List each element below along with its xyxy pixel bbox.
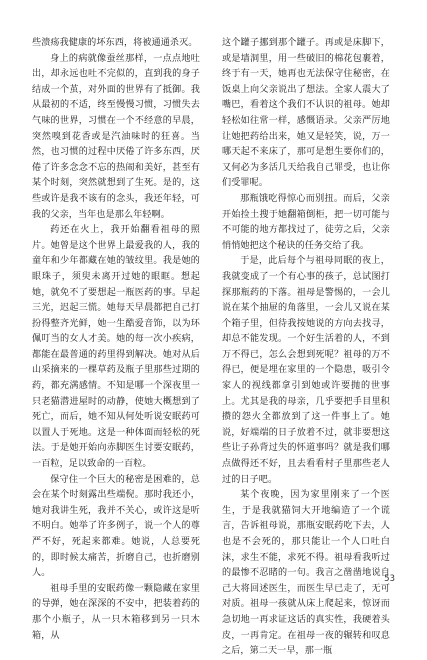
paragraph: 这个罐子挪到那个罐子。再或是床脚下，或是墙洞里，用一些破旧的棉花包裹着，终于有一天，她再也无法保守住秘密，在饭桌上向父亲说出了想法。全家人震大了嘴巴，看着这个我们不认识的祖母。她却轻松如往常一样，感慨语录。父亲严厉地让她把药给出来，她又是轻笑，说，万一哪天起不来床了，那可是想生要你们的，又何必为多活几天给我自己罪受，也让你们受罪呢。 xyxy=(222,38,390,189)
paragraph: 保守住一个巨大的秘密是困难的，总会在某个时刻露出些端倪。那时我还小，她对我讲生死，我并不关心，或许这是听不明白。她举了许多例子，说一个人的尊严不好，死起来都难。她说，人总要死的，即时候太痛苦，折磨自己，也折磨别人。 xyxy=(32,474,200,579)
paragraph: 身上的病就像蚕丝那样，一点点地吐出，却永远也吐不完似的，直到我的身子结成一个茧，对外面的世界有了抵御。我从最初的不适，终至慢慢习惯，习惯失去气味的世界，习惯在一个不经意的早晨，突然嗅到花香或是汽油味时的狂喜。当然，也习惯的过程中厌倦了许多东西，厌倦了许多念念不忘的热闹和美好，甚至有某个时刻，突然就想到了生死。是的，这些或许是我不该有的念头，我还年轻，可我的父亲，当年也是那么年轻啊。 xyxy=(32,53,200,220)
paragraph: 那瓶饿吃得惊心而别扭。而后，父亲开始捡土搜于她翻箱倒柜，把一切可能与不可能的地方都找过了，徒劳之后，父亲悄悄她把这个秘诀的任务交给了我。 xyxy=(222,193,390,251)
left-column xyxy=(32,36,200,644)
paragraph: 祖母手里的安眠药像一颗隐藏在家里的导弹，她在深深的不安中，把装着药的那个小瓶子，从一只木箱移到另一只木箱，从 xyxy=(32,583,200,641)
page-number: 53 xyxy=(384,574,395,584)
paragraph: 某个夜晚，因为家里刚来了一个医生，于是我就猫饲大开地编造了一个谎言，告诉祖母说，那瓶安眠药吃下去，人也是不会死的，那只能让一个人口吐白沫，求生不能，求死不得。祖母看我听过的最惨不忍睹的一句。我言之凿凿地说自己大将回述医生，而医生早已走了，无可对质。祖母一孩就从床上爬起来，惊讶而急切地一再求证这话的真实性，我硬着头皮，一再肯定。在祖母一夜的辗转和叹息之后，第二天一早，那一瓶 xyxy=(222,490,390,657)
paragraph: 些溃疡我健康的坏东西，将被通通杀灭。 xyxy=(32,38,198,48)
paragraph: 药还在火上，我开始翻看祖母的照片。她曾是这个世界上最爱我的人，我的童年和少年都藏在她的皱纹里。我是她的眼珠子，须臾未离开过她的眼眶。想起她，就免不了要想起一瓶医药的事。早起三光，迟起三慌。她每天早晨都把自己打扮得整齐光鲜，她一生酷爱音饰，以为环佩叮当的女人才美。她的每一次小疾病，都能在最普通的药里得到解决。她对从后山采摘来的一棵草药及瓶子里那些过期的药，都充满感情。不知是哪一个深夜里一只老猫潜进屋时的动静，使她大概想到了死亡，而后，她不知从何处听说安眠药可以置人于死地。这是一种体面而轻松的死法。于是她开始向赤脚医生讨要安眠药，一百粒，足以致命的一百粒。 xyxy=(32,225,200,470)
paragraph: 于是，此后每个与祖母同眠的夜上，我就变成了一个有心事的孩子，总试图打探那瓶药的下落。祖母是警惕的，一会儿说在某个抽屉的角落里，一会儿又说在某个箱子里，但待我按她说的方向去找寻，却总不能发现。一个好生活着的人，不到万不得已，怎么会想到死呢？祖母的万不得已，便是埋在家里的一个隐患，吸引令家人的视线都拿引到她或许要抛的世事上。尤其是我的母亲，几乎要把手目里积攒的怨火全都放到了这一件事上了。她说，好端端的日子放着不过，就非要想这些让子孙背过失的怀道事吗？就是我们哪点做得还不好，且去看看村子里那些老人过的日子吧。 xyxy=(222,256,390,485)
right-column xyxy=(222,36,390,660)
